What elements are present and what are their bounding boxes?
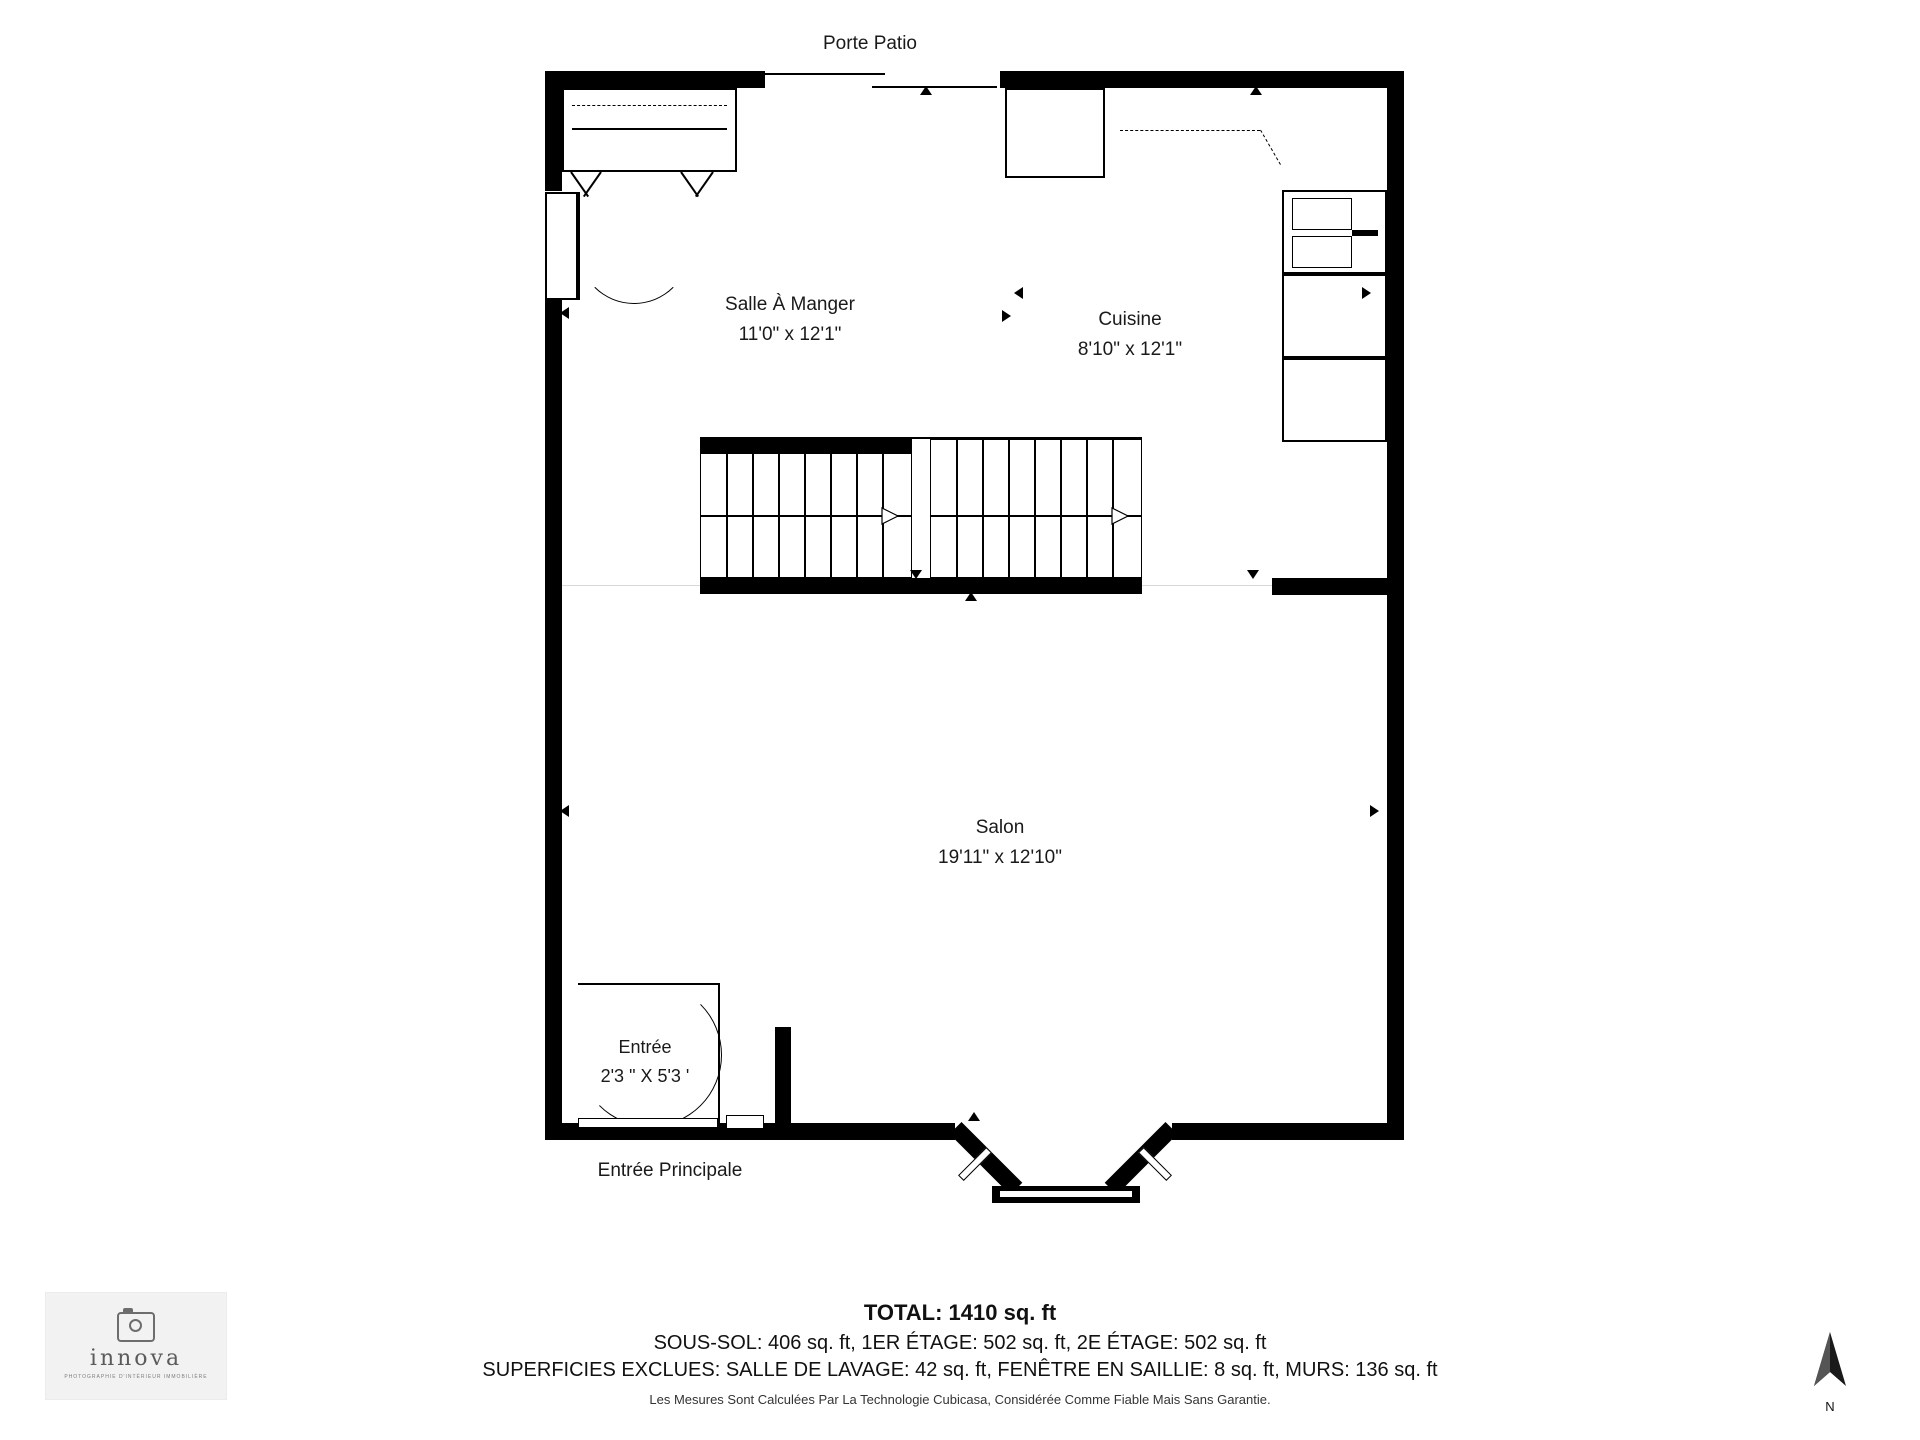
entree-door-leaf	[578, 983, 720, 985]
room-name: Entrée	[618, 1037, 672, 1057]
footer-exclusions: SUPERFICIES EXCLUES: SALLE DE LAVAGE: 42 sq. ft, FENÊTRE EN SAILLIE: 8 sq. ft, MURS: 136 sq. ft	[482, 1359, 1438, 1381]
bay-window-glass	[999, 1190, 1133, 1198]
room-dims: 11'0" x 12'1"	[738, 324, 842, 345]
room-name: Salon	[975, 817, 1025, 838]
footer-area	[0, 1300, 1920, 1407]
wall-bottom-right	[1172, 1123, 1404, 1140]
opening-marker-salon-right	[1370, 805, 1379, 817]
opening-marker-dining-left	[560, 307, 569, 319]
opening-marker-dining-inner	[1014, 287, 1023, 299]
dining-closet-rail	[572, 128, 727, 130]
kitchen-counter-lower	[1282, 358, 1387, 442]
opening-marker-stair-bottom	[965, 592, 977, 601]
wall-left-exterior	[545, 71, 562, 191]
side-door-panel	[545, 192, 578, 300]
stair-arrow-outline-right	[1110, 505, 1132, 527]
opening-marker-kitchen-top	[1250, 86, 1262, 95]
front-door-threshold	[578, 1118, 718, 1128]
entree-partition-wall	[775, 1027, 791, 1123]
kitchen-sink-basin-bottom	[1292, 236, 1352, 268]
dining-closet-shelf-line	[572, 105, 727, 106]
compass-label: N	[1825, 1399, 1835, 1414]
opening-marker-divider-right	[1247, 570, 1259, 579]
room-label-salle-a-manger	[650, 290, 930, 350]
logo-name: innova	[89, 1346, 183, 1371]
wall-top-right	[1000, 71, 1404, 88]
opening-marker-salon-bottom	[968, 1112, 980, 1121]
kitchen-faucet	[1352, 230, 1378, 236]
room-dims: 2'3 " X 5'3 '	[600, 1066, 690, 1086]
stair-step	[1086, 439, 1088, 578]
footer-breakdown: SOUS-SOL: 406 sq. ft, 1ER ÉTAGE: 502 sq. ft, 2E ÉTAGE: 502 sq. ft	[653, 1332, 1267, 1354]
stair-footer-wall	[700, 578, 1142, 594]
footer-total: TOTAL: 1410 sq. ft	[863, 1300, 1057, 1325]
stair-step	[1060, 439, 1062, 578]
stair-step	[1008, 439, 1010, 578]
kitchen-tall-cabinet	[1005, 88, 1105, 178]
room-dims: 19'11" x 12'10"	[938, 847, 1062, 868]
dining-closet	[562, 88, 737, 172]
closet-door-leaf-b	[583, 171, 602, 197]
room-dims: 8'10" x 12'1"	[1077, 339, 1183, 360]
opening-marker-kitchen-right	[1362, 287, 1371, 299]
opening-marker-stair-left	[910, 570, 922, 579]
stair-step	[982, 439, 984, 578]
room-name: Cuisine	[1098, 309, 1162, 330]
footer-disclaimer: Les Mesures Sont Calculées Par La Technologie Cubicasa, Considérée Comme Fiable Mais Sans Garantie.	[649, 1392, 1271, 1407]
kitchen-counter-dashed-top	[1120, 130, 1260, 131]
stair-step	[956, 439, 958, 578]
label-entree-principale: Entrée Principale	[597, 1160, 743, 1181]
label-porte-patio: Porte Patio	[823, 33, 917, 54]
opening-marker-dining-inner-right	[1002, 310, 1011, 322]
front-door-sidelite	[726, 1115, 764, 1129]
wall-right-exterior	[1387, 71, 1404, 1140]
side-door-swing-arc	[578, 192, 690, 304]
wall-interior-divider-right	[1272, 578, 1404, 595]
bay-window-right-angle	[1105, 1122, 1178, 1195]
room-name: Salle À Manger	[725, 294, 855, 315]
stair-arrow-outline-left	[880, 505, 902, 527]
patio-door-frame	[765, 73, 885, 75]
kitchen-counter-mid	[1282, 274, 1387, 358]
logo-panel	[45, 1292, 227, 1400]
kitchen-sink-basin-top	[1292, 198, 1352, 230]
compass	[1800, 1330, 1860, 1414]
camera-icon	[117, 1312, 155, 1342]
logo-tagline: PHOTOGRAPHIE D'INTÉRIEUR IMMOBILIÈRE	[64, 1374, 208, 1380]
wall-top-left	[545, 71, 765, 88]
room-label-salon	[860, 813, 1140, 873]
patio-door-leaf	[872, 86, 997, 88]
stair-header-wall-left	[700, 437, 912, 453]
opening-marker-patio	[920, 86, 932, 95]
stair-step	[1034, 439, 1036, 578]
room-label-cuisine	[1015, 305, 1245, 365]
closet-door-leaf-d	[695, 171, 714, 197]
north-arrow-icon	[1806, 1330, 1854, 1392]
room-label-entree	[545, 1033, 745, 1091]
kitchen-counter-dashed-curve	[1260, 130, 1281, 165]
opening-marker-salon-left	[560, 805, 569, 817]
wall-left-exterior-lower	[545, 300, 562, 1140]
